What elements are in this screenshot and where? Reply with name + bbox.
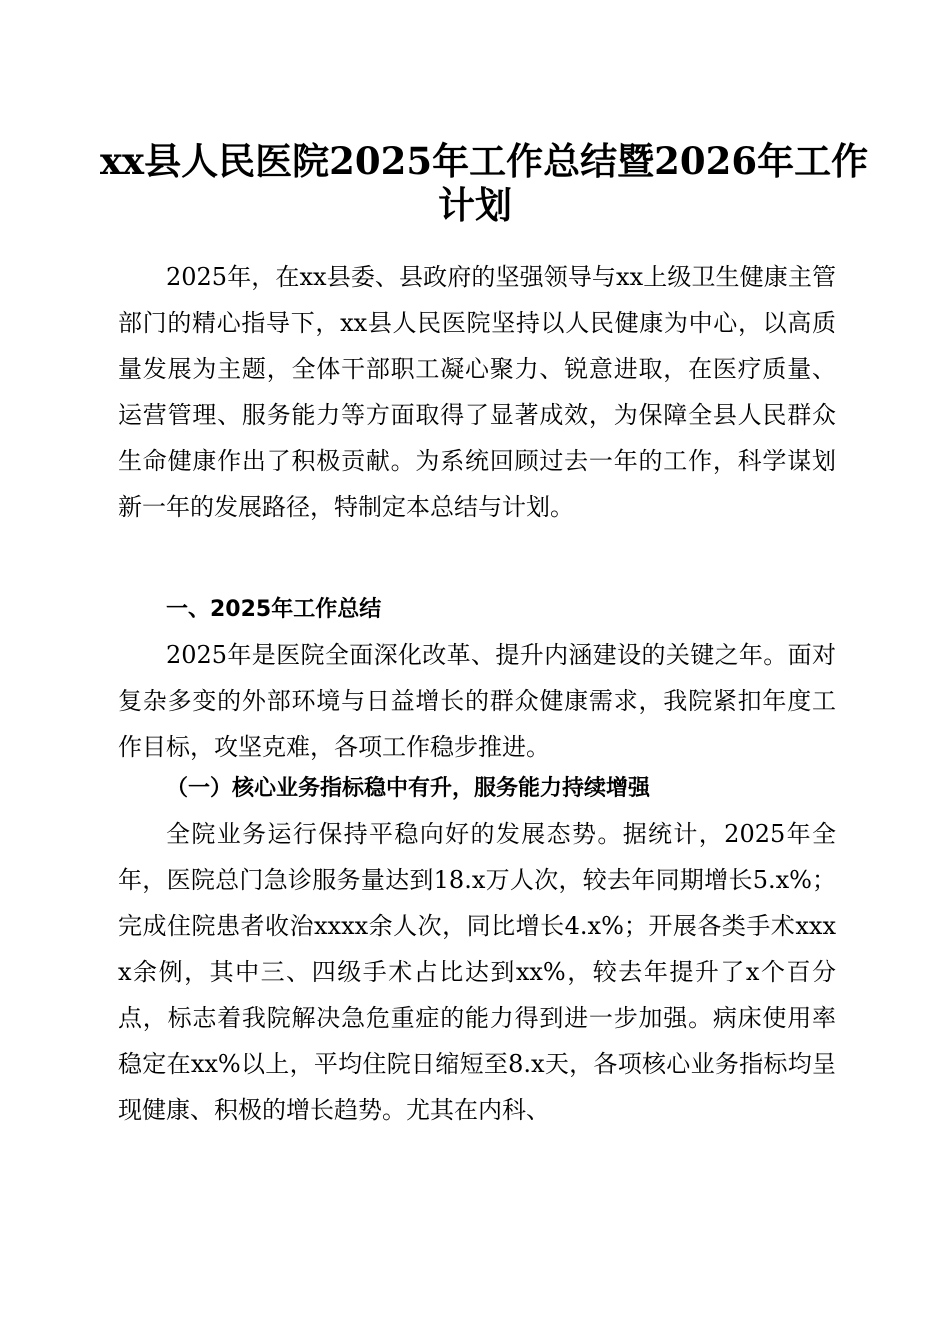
intro-paragraph: 2025年，在xx县委、县政府的坚强领导与xx上级卫生健康主管部门的精心指导下，xx县人民医院坚持以人民健康为中心，以高质量发展为主题，全体干部职工凝心聚力、锐意进取，在医疗质量、运营管理、服务能力等方面取得了显著成效，为保障全县人民群众生命健康作出了积极贡献。为系统回顾过去一年的工作，科学谋划新一年的发展路径，特制定本总结与计划。: [118, 263, 836, 521]
document-title-line-1: xx县人民医院2025年工作总结暨2026年工作: [100, 139, 869, 183]
subsection-1-heading: （一）核心业务指标稳中有升，服务能力持续增强: [166, 775, 651, 801]
subsection-1-paragraph: 全院业务运行保持平稳向好的发展态势。据统计，2025年全年，医院总门急诊服务量达到18.x万人次，较去年同期增长5.x%；完成住院患者收治xxxx余人次，同比增长4.x%；开展各类手术xxxx余例，其中三、四级手术占比达到xx%，较去年提升了x个百分点，标志着我院解决急危重症的能力得到进一步加强。病床使用率稳定在xx%以上，平均住院日缩短至8.x天，各项核心业务指标均呈现健康、积极的增长趋势。尤其在内科、: [118, 820, 836, 1124]
section-1-heading: 一、2025年工作总结: [166, 597, 382, 622]
document-title-line-2: 计划: [438, 183, 512, 227]
section-1-paragraph: 2025年是医院全面深化改革、提升内涵建设的关键之年。面对复杂多变的外部环境与日益增长的群众健康需求，我院紧扣年度工作目标，攻坚克难，各项工作稳步推进。: [118, 641, 836, 761]
